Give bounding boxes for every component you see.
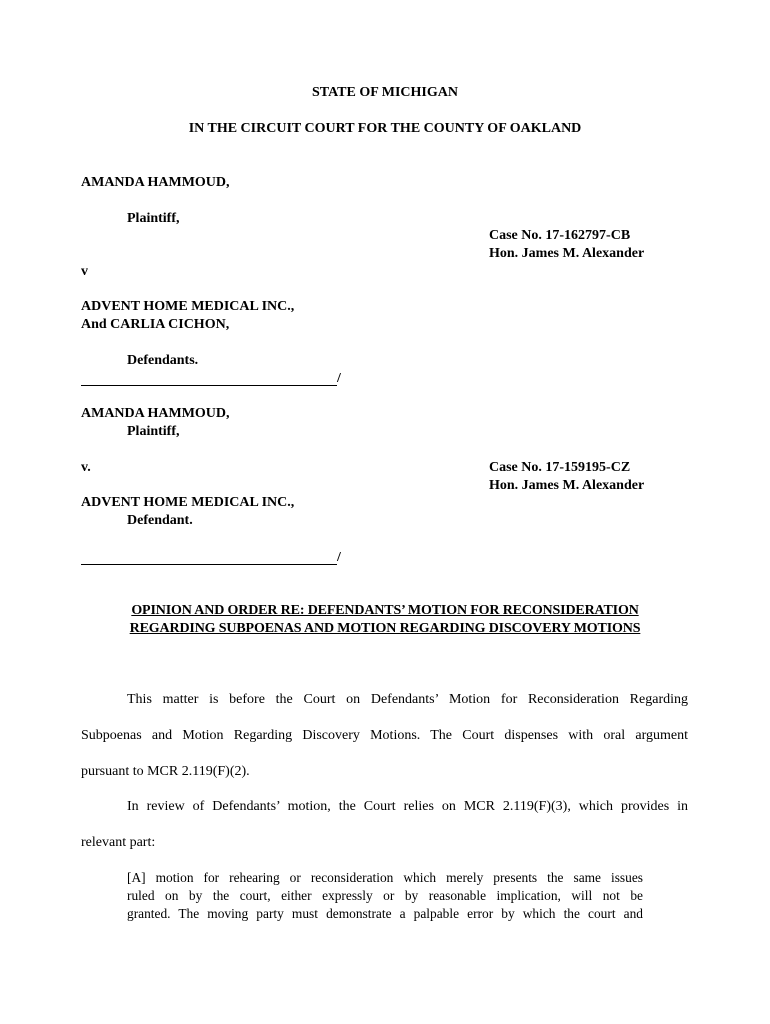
case2-defendant-line1: ADVENT HOME MEDICAL INC., [81, 495, 295, 510]
rule-block-quote [127, 869, 643, 923]
case2-judge: Hon. James M. Alexander [489, 478, 645, 493]
case1-case-number: Case No. 17-162797-CB [489, 228, 631, 243]
order-title-line1: OPINION AND ORDER RE: DEFENDANTS’ MOTION FOR RECONSIDERATION [131, 603, 639, 618]
paragraph1-line1: This matter is before the Court on Defendants’ Motion for Reconsideration Regarding [127, 692, 688, 707]
case2-case-number: Case No. 17-159195-CZ [489, 460, 631, 475]
case2-plaintiff-role: Plaintiff, [127, 424, 180, 439]
case2-rule-slash: / [337, 550, 341, 565]
paragraph2-line1: In review of Defendants’ motion, the Court relies on MCR 2.119(F)(3), which provides in [127, 799, 688, 814]
case1-signature-rule [81, 385, 337, 386]
case1-defendant-line1: ADVENT HOME MEDICAL INC., [81, 299, 295, 314]
case1-defendant-role: Defendants. [127, 353, 199, 368]
state-heading: STATE OF MICHIGAN [312, 85, 458, 100]
court-heading: IN THE CIRCUIT COURT FOR THE COUNTY OF OAKLAND [188, 121, 582, 136]
paragraph2-line2: relevant part: [81, 835, 156, 850]
case2-signature-rule [81, 564, 337, 565]
case2-plaintiff-name: AMANDA HAMMOUD, [81, 406, 230, 421]
order-title-line2: REGARDING SUBPOENAS AND MOTION REGARDING DISCOVERY MOTIONS [129, 621, 641, 636]
case1-plaintiff-name: AMANDA HAMMOUD, [81, 175, 230, 190]
case1-defendant-line2: And CARLIA CICHON, [81, 317, 230, 332]
case1-versus: v [81, 264, 88, 279]
case1-judge: Hon. James M. Alexander [489, 246, 645, 261]
case2-defendant-role: Defendant. [127, 513, 193, 528]
paragraph1-line3: pursuant to MCR 2.119(F)(2). [81, 764, 250, 779]
case2-versus: v. [81, 460, 91, 475]
quote-line1: [A] motion for rehearing or reconsideration which merely presents the same issues [127, 870, 643, 885]
quote-line3: granted. The moving party must demonstrate a palpable error by which the court and [127, 906, 643, 921]
paragraph1-line2: Subpoenas and Motion Regarding Discovery Motions. The Court dispenses with oral argument [81, 728, 688, 743]
quote-line2: ruled on by the court, either expressly or by reasonable implication, will not be [127, 888, 643, 903]
case1-plaintiff-role: Plaintiff, [127, 211, 180, 226]
case1-rule-slash: / [337, 371, 341, 386]
